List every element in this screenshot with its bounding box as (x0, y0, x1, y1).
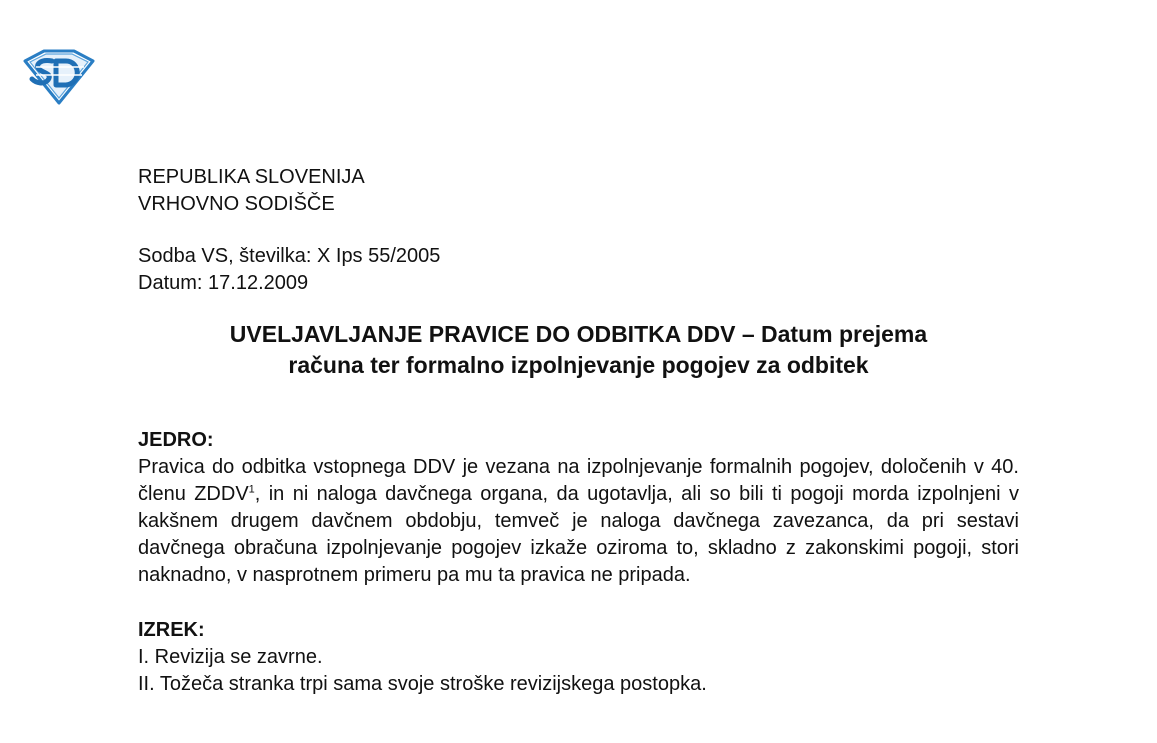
document-body (138, 164, 1019, 698)
jedro-paragraph (138, 454, 1019, 589)
court-logo-icon (22, 47, 96, 105)
izrek-heading: IZREK: (138, 619, 205, 641)
footnote-marker[interactable]: 1 (248, 483, 255, 496)
case-number: Sodba VS, številka: X Ips 55/2005 (138, 245, 441, 267)
jedro-heading: JEDRO: (138, 429, 214, 451)
title-line-1: UVELJAVLJANJE PRAVICE DO ODBITKA DDV – Datum prejema (229, 321, 928, 347)
header-country: REPUBLIKA SLOVENIJA (138, 166, 365, 188)
header-court: VRHOVNO SODIŠČE (138, 193, 335, 215)
izrek-item-2: II. Tožeča stranka trpi sama svoje stroške revizijskega postopka. (138, 673, 707, 695)
document-title (138, 319, 1019, 381)
jedro-text-part-2: , in ni naloga davčnega organa, da ugotavlja, ali so bili ti pogoji morda izpolnjeni v kakšnem drugem davčnem obdobju, temveč je naloga davčnega zavezanca, da pri sestavi davčnega obračuna izpolnjevanje pogojev izkaže oziroma to, skladno z zakonskimi pogoji, stori naknadno, v nasprotnem primeru pa mu ta pravica ne pripada. (138, 483, 1019, 586)
izrek-item-1: I. Revizija se zavrne. (138, 646, 323, 668)
decision-date: Datum: 17.12.2009 (138, 272, 309, 294)
title-line-2: računa ter formalno izpolnjevanje pogojev za odbitek (288, 352, 869, 378)
jedro-text-part-1: Pravica do odbitka vstopnega DDV je vezana na izpolnjevanje formalnih pogojev, določenih v 40. členu ZDDV (138, 456, 1019, 505)
